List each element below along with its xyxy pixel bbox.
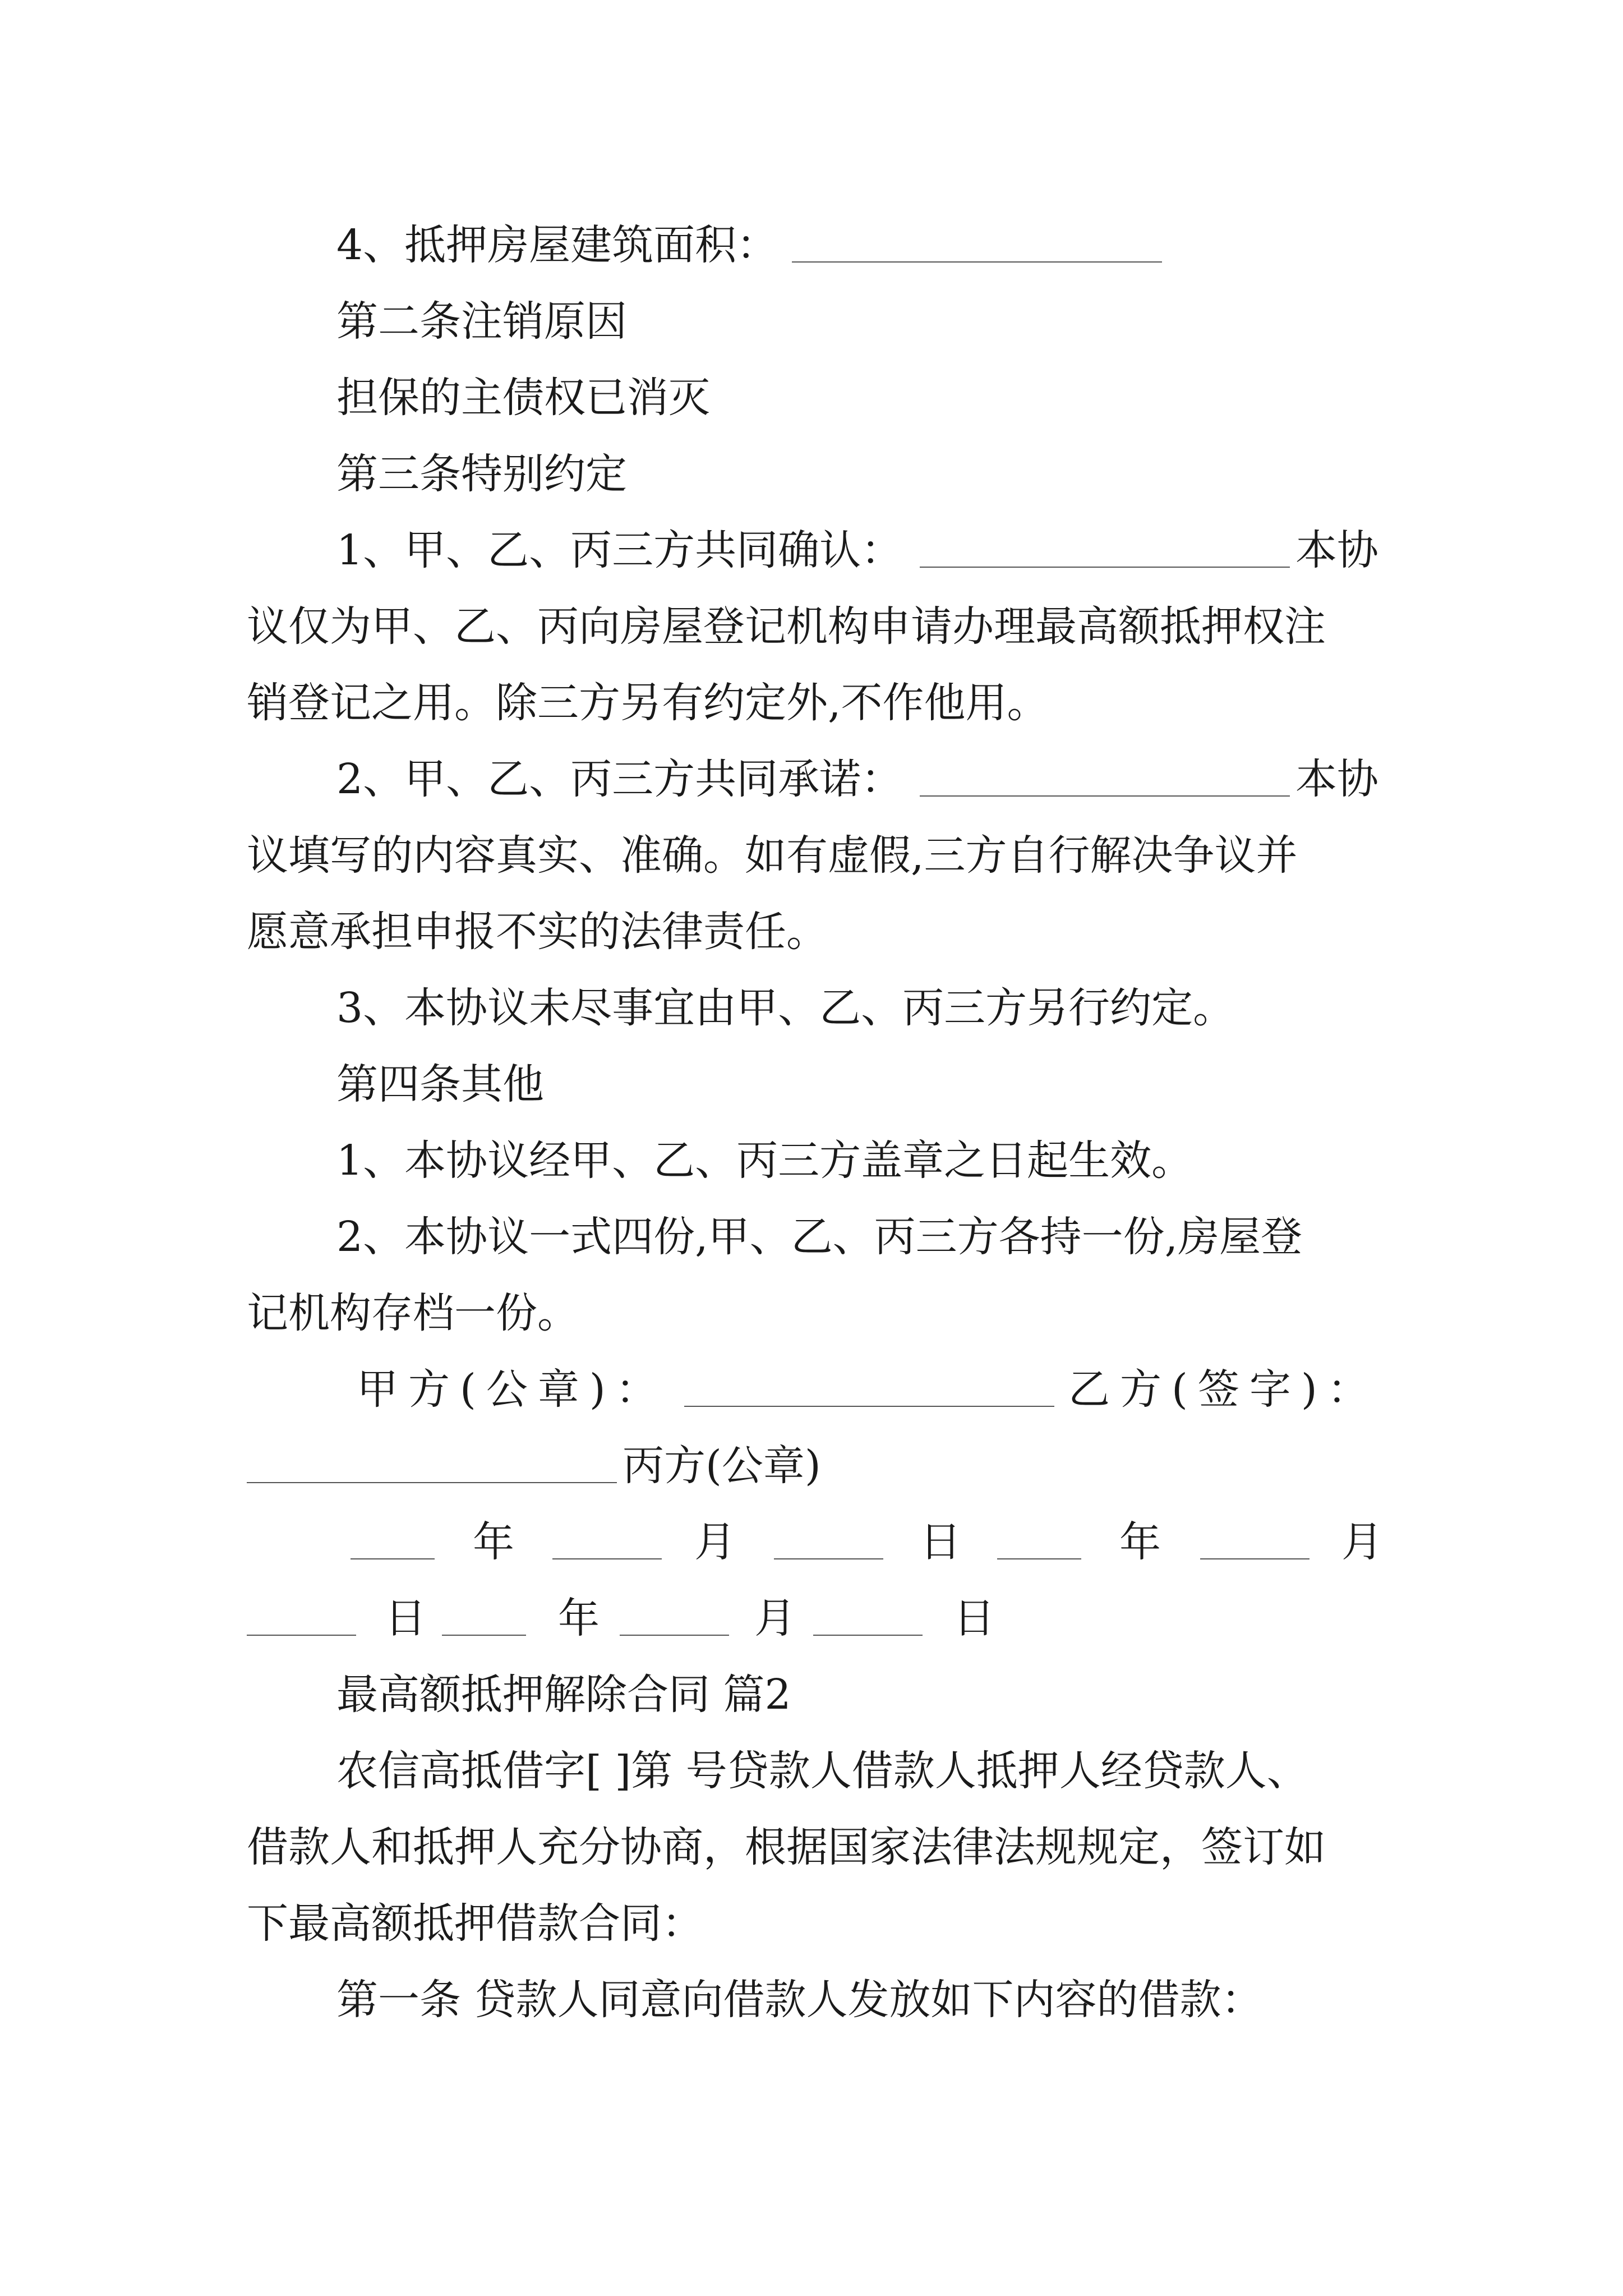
date-3-day-label: 日: [953, 1594, 995, 1642]
article-3-p2-line3: 愿意承担申报不实的法律责任。: [247, 908, 828, 956]
party-b-label: 乙方(签字)：: [1068, 1365, 1379, 1414]
date-3-day-line: [813, 1635, 923, 1636]
article-3-p2-start: 2、甲、乙、丙三方共同承诺：: [336, 755, 903, 803]
party-c-label: 丙方(公章): [623, 1442, 821, 1490]
date-2-day-line: [247, 1635, 356, 1636]
date-3-year-line: [442, 1635, 526, 1636]
article-4-p2-line2: 记机构存档一份。: [247, 1289, 579, 1337]
blank-area-line: [792, 261, 1162, 263]
article-4-heading: 第四条其他: [336, 1060, 544, 1108]
article-3-p2-line2: 议填写的内容真实、准确。如有虚假,三方自行解决争议并: [247, 831, 1298, 880]
date-1-year-line: [351, 1558, 435, 1559]
date-3-month-label: 月: [754, 1594, 796, 1642]
article-2-body: 担保的主债权已消灭: [336, 374, 710, 422]
article-3-p1-line2: 议仅为甲、乙、丙向房屋登记机构申请办理最高额抵押权注: [247, 602, 1326, 651]
article-3-p1-start: 1、甲、乙、丙三方共同确认：: [336, 526, 903, 574]
date-2-year-line: [997, 1558, 1081, 1559]
date-1-year-label: 年: [473, 1518, 514, 1566]
article-4-p2-line1: 2、本协议一式四份,甲、乙、丙三方各持一份,房屋登: [336, 1213, 1303, 1261]
date-1-day-line: [774, 1558, 883, 1559]
party-b-signature-line: [247, 1482, 617, 1483]
blank-confirm-line: [920, 567, 1290, 568]
article-3-p2-tail: 本协: [1295, 755, 1378, 803]
date-3-year-label: 年: [558, 1594, 600, 1642]
contract-2-intro-line2: 借款人和抵押人充分协商，根据国家法律法规规定，签订如: [247, 1823, 1326, 1871]
blank-promise-line: [920, 795, 1290, 797]
date-1-day-label: 日: [920, 1518, 961, 1566]
date-2-month-label: 月: [1341, 1518, 1383, 1566]
article-3-p1-tail: 本协: [1295, 526, 1378, 574]
party-a-signature-line: [684, 1406, 1054, 1407]
contract-2-title: 最高额抵押解除合同 篇2: [336, 1671, 791, 1719]
date-1-month-label: 月: [694, 1518, 736, 1566]
article-4-p1: 1、本协议经甲、乙、丙三方盖章之日起生效。: [336, 1137, 1193, 1185]
date-2-year-label: 年: [1119, 1518, 1161, 1566]
article-3-p3: 3、本协议未尽事宜由甲、乙、丙三方另行约定。: [336, 984, 1235, 1032]
contract-2-intro-line1: 农信高抵借字[ ]第 号贷款人借款人抵押人经贷款人、: [336, 1747, 1308, 1795]
date-2-month-line: [1200, 1558, 1310, 1559]
party-a-label: 甲方(公章)：: [357, 1365, 667, 1414]
date-3-month-line: [620, 1635, 729, 1636]
contract-2-intro-line3: 下最高额抵押借款合同：: [247, 1899, 703, 1948]
date-1-month-line: [552, 1558, 662, 1559]
contract-2-article-1: 第一条 贷款人同意向借款人发放如下内容的借款：: [336, 1976, 1263, 2024]
article-2-heading: 第二条注销原因: [336, 297, 627, 346]
date-2-day-label: 日: [385, 1594, 426, 1642]
item-4-label: 4、抵押房屋建筑面积：: [336, 221, 778, 269]
article-3-heading: 第三条特别约定: [336, 450, 627, 498]
article-3-p1-line3: 销登记之用。除三方另有约定外,不作他用。: [247, 679, 1049, 727]
